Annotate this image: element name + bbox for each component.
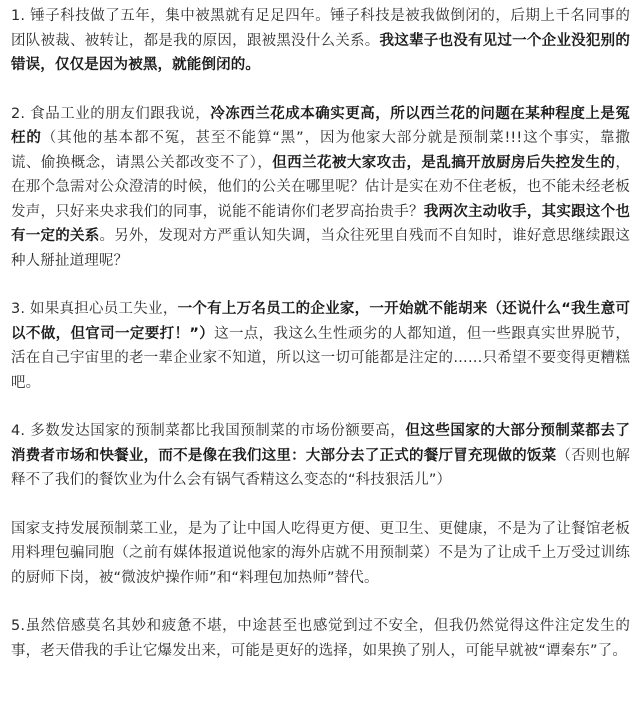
- paragraph-5: [11, 517, 630, 591]
- paragraph-4-text: （否则也解释不了我们的餐饮业为什么会有锅气香精这么变态的“科技狠活儿”）: [11, 447, 631, 488]
- paragraph-2-text: 2. 食品工业的朋友们跟我说，: [11, 105, 211, 122]
- paragraph-6: [11, 614, 630, 663]
- paragraph-2: [11, 102, 630, 274]
- paragraph-2-text: （其他的基本都不冤，甚至不能算“黑”，因为他家大部分就是预制菜!!!这个事实，靠撒谎、偷换概念，请黑公关都改变不了），: [11, 130, 630, 171]
- paragraph-3-bold-text: 一个有上万名员工的企业家，一开始就不能胡来（还说什么“我生意可以不做，但官司一定要打！”）: [11, 301, 630, 342]
- paragraph-3-text: 3. 如果真担心员工失业，: [11, 301, 178, 317]
- paragraph-4-text: 4. 多数发达国家的预制菜都比我国预制菜的市场份额要高，: [11, 423, 406, 439]
- paragraph-4: [11, 419, 630, 493]
- paragraph-1-text: 1. 锤子科技做了五年，集中被黑就有足足四年。锤子科技是被我做倒闭的，后期上千名同事的团队被裁、被转让，都是我的原因，跟被黑没什么关系。: [11, 8, 630, 49]
- paragraph-4-bold-text: 但这些国家的大部分预制菜都去了消费者市场和快餐业，而不是像在我们这里：大部分去了正式的餐厅冒充现做的饭菜: [11, 423, 630, 464]
- paragraph-6-text: 5.虽然倍感莫名其妙和疲惫不堪，中途甚至也感觉到过不安全，但我仍然觉得这件注定发生的事，老天借我的手让它爆发出来，可能是更好的选择，如果换了别人，可能早就被“谭秦东”了。: [11, 618, 630, 659]
- paragraph-1: [11, 4, 630, 78]
- paragraph-2-text: 。另外，发现对方严重认知失调，当众往死里自残而不自知时，谁好意思继续跟这种人掰扯道理呢？: [11, 228, 630, 269]
- paragraph-3-text: 这一点，我这么生性顽劣的人都知道，但一些跟真实世界脱节，活在自己宇宙里的老一辈企业家不知道，所以这一切可能都是注定的……只希望不要变得更糟糕吧。: [11, 325, 630, 391]
- paragraph-2-text: ，在那个急需对公众澄清的时候，他们的公关在哪里呢？估计是实在劝不住老板，也不能未经老板发声，只好来央求我们的同事，说能不能请你们老罗高抬贵手？: [11, 154, 630, 220]
- paragraph-1-bold-text: 我这辈子也没有见过一个企业没犯别的错误，仅仅是因为被黑，就能倒闭的。: [11, 32, 630, 73]
- paragraph-2-bold-text: 但西兰花被大家攻击，是乱搞开放厨房后失控发生的: [272, 154, 616, 171]
- paragraph-2-bold-text: 我两次主动收手，其实跟这个也有一定的关系: [11, 203, 630, 244]
- paragraph-2-bold-text: 冷冻西兰花成本确实更高，所以西兰花的问题在某种程度上是冤枉的: [11, 105, 630, 146]
- paragraph-3: [11, 297, 630, 395]
- paragraph-5-text: 国家支持发展预制菜工业，是为了让中国人吃得更方便、更卫生、更健康，不是为了让餐馆老板用料理包骗同胞（之前有媒体报道说他家的海外店就不用预制菜）不是为了让成千上万受过训练的厨师下岗，被“微波炉操作师”和“料理包加热师”替代。: [11, 520, 630, 586]
